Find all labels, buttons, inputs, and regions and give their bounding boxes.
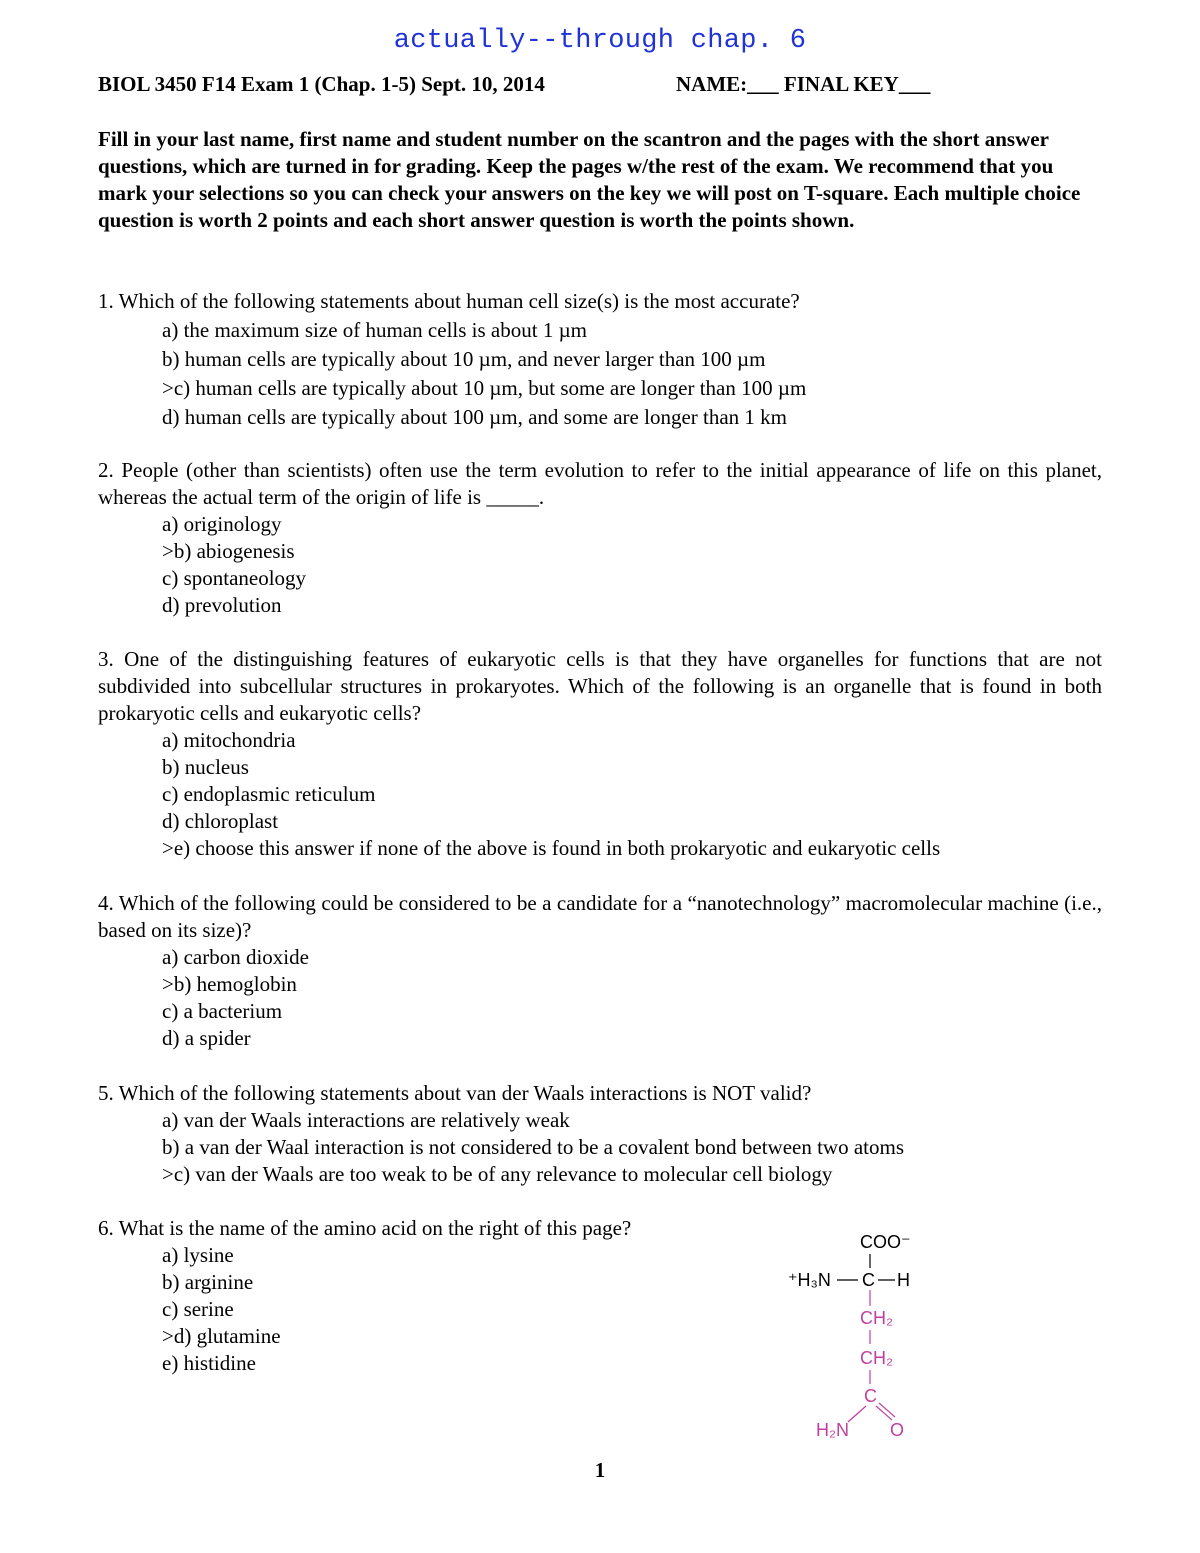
answer-option: a) mitochondria [162, 728, 296, 752]
answer-option-correct: >e) choose this answer if none of the above is found in both prokaryotic and eukaryotic cells [162, 836, 941, 860]
oxygen-label: O [890, 1420, 905, 1440]
answer-option-correct: >c) van der Waals are too weak to be of any relevance to molecular cell biology [162, 1162, 833, 1186]
answer-option: b) arginine [162, 1270, 254, 1294]
top-note: actually--through chap. 6 [393, 26, 807, 56]
question-stem: 2. People (other than scientists) often use the term evolution to refer to the initial appearance of life on this planet, whereas the actual term of the origin of life is _____. [98, 458, 1102, 509]
answer-option-correct: >b) hemoglobin [162, 972, 297, 996]
glutamine-structure [780, 1224, 940, 1444]
course-title: BIOL 3450 F14 Exam 1 (Chap. 1-5) Sept. 10, 2014 [98, 72, 545, 96]
question-2 [98, 457, 1102, 619]
answer-option: b) human cells are typically about 10 µm, and never larger than 100 µm [162, 347, 766, 371]
question-stem: 5. Which of the following statements about van der Waals interactions is NOT valid? [98, 1081, 812, 1105]
answer-option: c) a bacterium [162, 999, 283, 1023]
answer-option: d) a spider [162, 1026, 251, 1050]
answer-option: a) carbon dioxide [162, 945, 309, 969]
bond-line [848, 1406, 866, 1422]
page-number: 1 [594, 1458, 606, 1482]
answer-option: c) spontaneology [162, 566, 307, 590]
question-1 [98, 288, 1102, 431]
question-6 [98, 1215, 718, 1377]
question-stem: 6. What is the name of the amino acid on the right of this page? [98, 1216, 632, 1240]
answer-option: a) lysine [162, 1243, 234, 1267]
answer-option: d) chloroplast [162, 809, 279, 833]
instructions: Fill in your last name, first name and student number on the scantron and the pages with the short answer questions, which are turned in for grading. Keep the pages w/the rest of the exam. We recommend that you mark your selections so you can check your answers on the key we will post on T-square. Each multiple choice question is worth 2 points and each short answer question is worth the points shown. [98, 127, 1081, 232]
carbonyl-carbon-label: C [864, 1386, 877, 1406]
amide-nitrogen-label: H₂N [816, 1420, 849, 1440]
answer-option: b) nucleus [162, 755, 249, 779]
answer-option: e) histidine [162, 1351, 256, 1375]
methylene-label: CH₂ [860, 1308, 893, 1328]
amino-label: ⁺H₃N [788, 1270, 831, 1290]
answer-option: a) the maximum size of human cells is about 1 µm [162, 318, 588, 342]
answer-option: c) serine [162, 1297, 234, 1321]
hydrogen-label: H [897, 1270, 910, 1290]
answer-option: a) van der Waals interactions are relatively weak [162, 1108, 570, 1132]
question-stem: 4. Which of the following could be considered to be a candidate for a “nanotechnology” macromolecular machine (i.e., based on its size)? [98, 891, 1102, 942]
answer-option: c) endoplasmic reticulum [162, 782, 376, 806]
answer-option: d) human cells are typically about 100 µm, and some are longer than 1 km [162, 405, 788, 429]
question-stem: 1. Which of the following statements about human cell size(s) is the most accurate? [98, 289, 800, 313]
answer-option: d) prevolution [162, 593, 282, 617]
answer-option: a) originology [162, 512, 282, 536]
answer-option-correct: >b) abiogenesis [162, 539, 295, 563]
answer-option: b) a van der Waal interaction is not considered to be a covalent bond between two atoms [162, 1135, 905, 1159]
question-5 [98, 1080, 1102, 1188]
answer-option-correct: >c) human cells are typically about 10 µm, but some are longer than 100 µm [162, 376, 807, 400]
question-3 [98, 646, 1102, 862]
name-line: NAME:___ FINAL KEY___ [676, 72, 931, 96]
question-stem: 3. One of the distinguishing features of eukaryotic cells is that they have organelles for functions that are not subdivided into subcellular structures in prokaryotes. Which of the following is an organelle that is found in both prokaryotic cells and eukaryotic cells? [98, 647, 1102, 725]
exam-header [98, 72, 931, 97]
question-4 [98, 890, 1102, 1052]
alpha-carbon-label: C [862, 1270, 875, 1290]
methylene-label: CH₂ [860, 1348, 893, 1368]
carboxylate-label: COO⁻ [860, 1232, 911, 1252]
answer-option-correct: >d) glutamine [162, 1324, 281, 1348]
